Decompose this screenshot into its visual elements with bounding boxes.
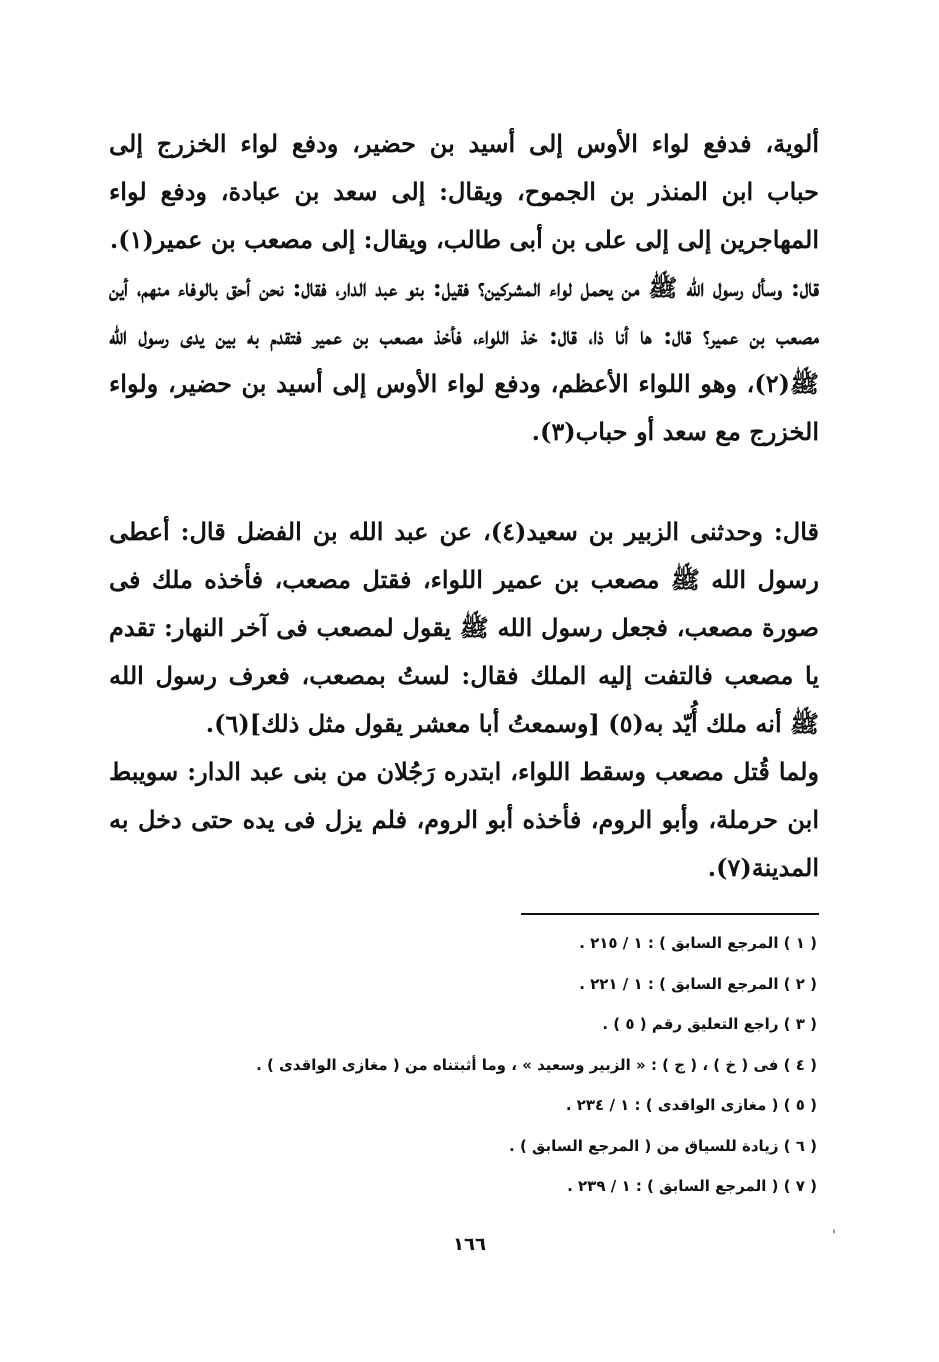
footnote-6: ( ٦ ) زيادة للسياق من ( المرجع السابق ) .	[509, 1136, 817, 1155]
paragraph-4	[109, 748, 819, 892]
footnotes	[117, 930, 817, 1214]
footnote-4: ( ٤ ) فى ( خ ) ، ( ج ) : « الزبير وسعيد » ، وما أثبتناه من ( مغازى الواقدى ) .	[256, 1055, 817, 1074]
footnote-3: ( ٣ ) راجع التعليق رقم ( ٥ ) .	[602, 1015, 817, 1033]
corner-mark: '	[832, 1228, 836, 1244]
footnote-1: ( ١ ) المرجع السابق ) : ١ / ٢١٥ .	[579, 934, 817, 952]
footnote-2: ( ٢ ) المرجع السابق ) : ١ / ٢٢١ .	[579, 974, 817, 993]
paragraph-3-text: قال: وحدثنى الزبير بن سعيد(٤)، عن عبد الله بن الفضل قال: أعطى رسول الله ﷺ مصعب بن عمير اللواء، فقتل مصعب، فأخذه ملك فى صورة مصعب، فجعل رسول الله ﷺ يقول لمصعب فى آخر النهار: تقدم يا مصعب فالتفت إليه الملك فقال: لستُ بمصعب، فعرف رسول الله ﷺ أنه ملك أُيّد به(٥) [وسمعتُ أبا معشر يقول مثل ذلك](٦).	[109, 517, 820, 738]
paragraph-2-text: قال: وسأل رسول الله ﷺ من يحمل لواء المشركين؟ فقيل: بنو عبد الدار، فقال: نحن أحق بالوفاء منهم، أين مصعب بن عمير؟ قال: ها أنا ذا، قال: خذ اللواء، فأخذ مصعب بن عمير فتقدم به بين يدى رسول الله ﷺ(٢)، وهو اللواء الأعظم، ودفع لواء الأوس إلى أسيد بن حضير، ولواء الخزرج مع سعد أو حباب(٣).	[109, 273, 819, 446]
paragraph-4-text: ولما قُتل مصعب وسقط اللواء، ابتدره رَجُلان من بنى عبد الدار: سويبط ابن حرملة، وأبو الروم، فأخذه أبو الروم، فلم يزل فى يده حتى دخل به المدينة(٧).	[109, 757, 819, 882]
paragraph-2	[109, 264, 819, 456]
paragraph-3	[109, 508, 819, 748]
paragraph-1	[109, 120, 819, 264]
footnote-5: ( ٥ ) ( مغازى الواقدى ) : ١ / ٢٣٤ .	[565, 1096, 817, 1114]
footnote-divider	[521, 913, 819, 915]
footnote-7: ( ٧ ) ( المرجع السابق ) : ١ / ٢٣٩ .	[567, 1177, 817, 1195]
page-number: ١٦٦	[453, 1234, 486, 1255]
paragraph-1-text: ألوية، فدفع لواء الأوس إلى أسيد بن حضير، ودفع لواء الخزرج إلى حباب ابن المنذر بن الجموح، ويقال: إلى سعد بن عبادة، ودفع لواء المهاجرين إلى إلى على بن أبى طالب، ويقال: إلى مصعب بن عمير(١).	[109, 129, 819, 254]
